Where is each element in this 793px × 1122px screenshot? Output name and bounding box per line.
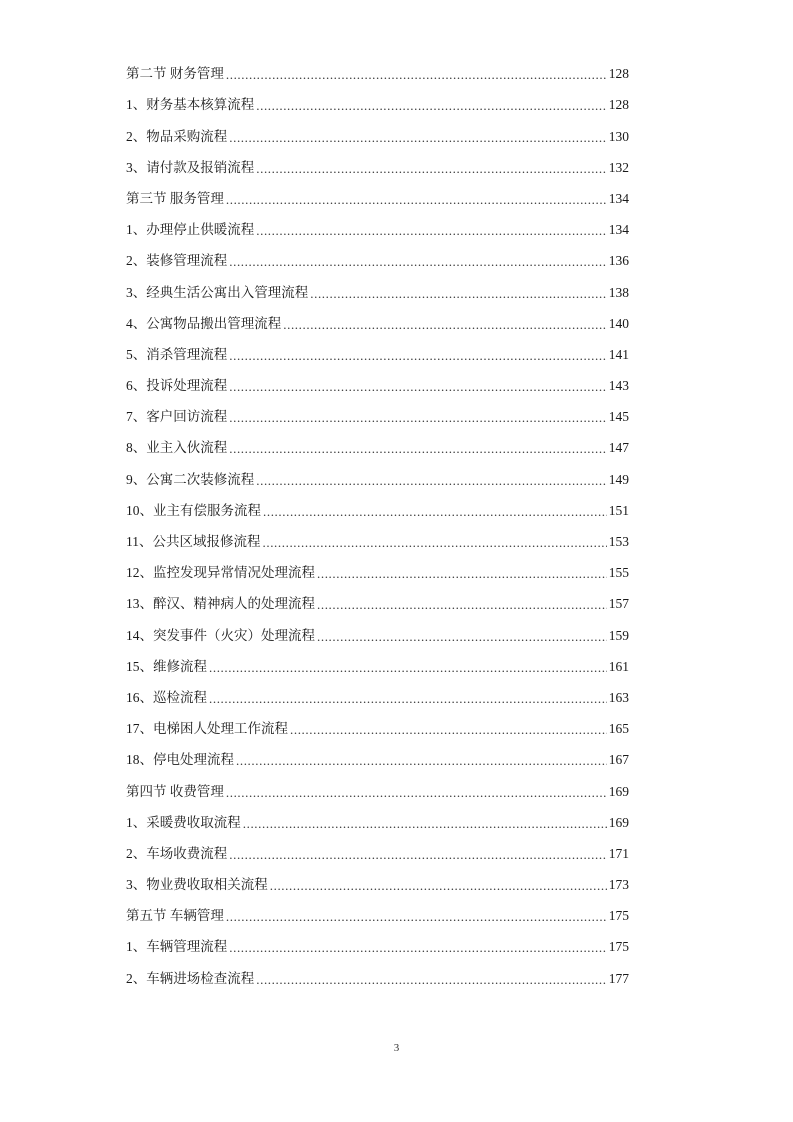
toc-entry[interactable] (126, 583, 629, 614)
toc-entry[interactable] (126, 147, 629, 178)
toc-entry[interactable] (126, 739, 629, 770)
dot-leader (229, 937, 607, 957)
toc-entry-label: 1、车辆管理流程 (126, 939, 228, 955)
toc-entry[interactable] (126, 334, 629, 365)
toc-entry-page: 169 (608, 814, 629, 830)
toc-entry-page: 130 (608, 128, 629, 144)
toc-entry[interactable] (126, 833, 629, 864)
toc-entry[interactable] (126, 115, 629, 146)
dot-leader (256, 158, 607, 178)
dot-leader (317, 563, 607, 583)
toc-entry-page: 128 (608, 66, 629, 82)
table-of-contents (126, 53, 629, 989)
toc-entry-label: 15、维修流程 (126, 658, 207, 674)
toc-entry-page: 155 (608, 565, 629, 581)
toc-entry-page: 138 (608, 284, 629, 300)
toc-entry-label: 11、公共区域报修流程 (126, 534, 261, 549)
toc-entry[interactable] (126, 614, 629, 645)
dot-leader (283, 314, 607, 334)
toc-entry-page: 145 (608, 409, 629, 425)
toc-entry-label: 16、巡检流程 (126, 689, 207, 705)
toc-entry-label: 2、装修管理流程 (126, 253, 228, 269)
toc-entry-page: 165 (608, 721, 629, 737)
toc-entry-page: 157 (608, 596, 629, 612)
toc-entry-page: 134 (608, 190, 629, 206)
toc-entry-label: 9、公寓二次装修流程 (126, 471, 255, 487)
dot-leader (229, 376, 607, 396)
dot-leader (209, 657, 607, 677)
toc-entry[interactable] (126, 864, 629, 895)
toc-entry-page: 163 (608, 689, 629, 705)
toc-entry-label: 8、业主入伙流程 (126, 440, 228, 456)
toc-entry[interactable] (126, 957, 629, 988)
toc-entry[interactable] (126, 240, 629, 271)
dot-leader (256, 470, 607, 490)
dot-leader (209, 688, 607, 708)
toc-entry[interactable] (126, 802, 629, 833)
dot-leader (229, 345, 607, 365)
toc-entry[interactable] (126, 770, 629, 801)
toc-entry-page: 143 (608, 378, 629, 394)
toc-entry-page: 175 (608, 939, 629, 955)
dot-leader (226, 906, 607, 926)
dot-leader (229, 844, 607, 864)
toc-entry-label: 3、请付款及报销流程 (126, 159, 255, 175)
toc-entry-label: 10、业主有偿服务流程 (126, 502, 261, 518)
dot-leader (236, 750, 607, 770)
toc-entry-label: 18、停电处理流程 (126, 752, 234, 768)
toc-entry[interactable] (126, 365, 629, 396)
toc-entry-page: 171 (608, 845, 629, 861)
toc-entry-label: 14、突发事件（火灾）处理流程 (126, 627, 315, 643)
toc-entry-page: 141 (608, 346, 629, 362)
dot-leader (226, 782, 607, 802)
dot-leader (243, 813, 607, 833)
toc-entry[interactable] (126, 303, 629, 334)
toc-entry-label: 6、投诉处理流程 (126, 378, 228, 394)
toc-entry[interactable] (126, 646, 629, 677)
dot-leader (229, 251, 607, 271)
toc-entry[interactable] (126, 84, 629, 115)
toc-entry-label: 第三节 服务管理 (126, 190, 224, 206)
toc-entry[interactable] (126, 458, 629, 489)
toc-entry-page: 136 (608, 253, 629, 269)
dot-leader (256, 220, 607, 240)
toc-entry[interactable] (126, 708, 629, 739)
toc-entry-label: 13、醉汉、精神病人的处理流程 (126, 596, 315, 612)
toc-entry[interactable] (126, 521, 629, 552)
dot-leader (317, 594, 607, 614)
toc-entry-label: 17、电梯困人处理工作流程 (126, 721, 288, 737)
toc-entry-label: 2、车辆进场检查流程 (126, 970, 255, 986)
toc-entry[interactable] (126, 895, 629, 926)
toc-entry-label: 5、消杀管理流程 (126, 346, 228, 362)
toc-entry-page: 140 (608, 315, 629, 331)
toc-entry-label: 第四节 收费管理 (126, 783, 224, 799)
toc-entry-page: 128 (608, 97, 629, 113)
dot-leader (290, 719, 607, 739)
toc-entry-label: 12、监控发现异常情况处理流程 (126, 565, 315, 581)
toc-entry-label: 第二节 财务管理 (126, 66, 224, 82)
toc-entry-page: 151 (608, 502, 629, 518)
page-number: 3 (393, 1042, 400, 1054)
toc-entry[interactable] (126, 552, 629, 583)
dot-leader (263, 532, 607, 552)
dot-leader (229, 438, 607, 458)
toc-entry-label: 3、物业费收取相关流程 (126, 877, 268, 893)
toc-entry-page: 153 (608, 534, 629, 549)
dot-leader (256, 95, 607, 115)
dot-leader (229, 407, 607, 427)
dot-leader (226, 64, 607, 84)
toc-entry-page: 169 (608, 783, 629, 799)
dot-leader (317, 626, 607, 646)
toc-entry[interactable] (126, 926, 629, 957)
toc-entry-label: 第五节 车辆管理 (126, 908, 224, 924)
toc-entry-label: 7、客户回访流程 (126, 409, 228, 425)
toc-entry-page: 149 (608, 471, 629, 487)
toc-entry-label: 1、采暖费收取流程 (126, 814, 241, 830)
toc-entry[interactable] (126, 271, 629, 302)
toc-entry-page: 132 (608, 159, 629, 175)
toc-entry[interactable] (126, 178, 629, 209)
toc-entry[interactable] (126, 677, 629, 708)
toc-entry[interactable] (126, 53, 629, 84)
dot-leader (256, 969, 607, 989)
toc-entry-label: 3、经典生活公寓出入管理流程 (126, 284, 309, 300)
toc-entry-page: 173 (608, 877, 629, 893)
toc-entry-page: 161 (608, 658, 629, 674)
toc-entry-page: 147 (608, 440, 629, 456)
dot-leader (270, 875, 607, 895)
dot-leader (263, 501, 607, 521)
toc-entry-page: 159 (608, 627, 629, 643)
toc-entry-label: 2、车场收费流程 (126, 845, 228, 861)
toc-entry-page: 167 (608, 752, 629, 768)
toc-entry-label: 2、物品采购流程 (126, 128, 228, 144)
toc-entry-label: 1、办理停止供暖流程 (126, 222, 255, 238)
toc-entry-page: 134 (608, 222, 629, 238)
toc-entry[interactable] (126, 427, 629, 458)
dot-leader (229, 127, 607, 147)
toc-entry[interactable] (126, 396, 629, 427)
toc-entry-label: 1、财务基本核算流程 (126, 97, 255, 113)
toc-entry-page: 177 (608, 970, 629, 986)
dot-leader (226, 189, 607, 209)
toc-entry-label: 4、公寓物品搬出管理流程 (126, 315, 282, 331)
toc-entry-page: 175 (608, 908, 629, 924)
toc-entry[interactable] (126, 490, 629, 521)
dot-leader (310, 283, 607, 303)
toc-entry[interactable] (126, 209, 629, 240)
